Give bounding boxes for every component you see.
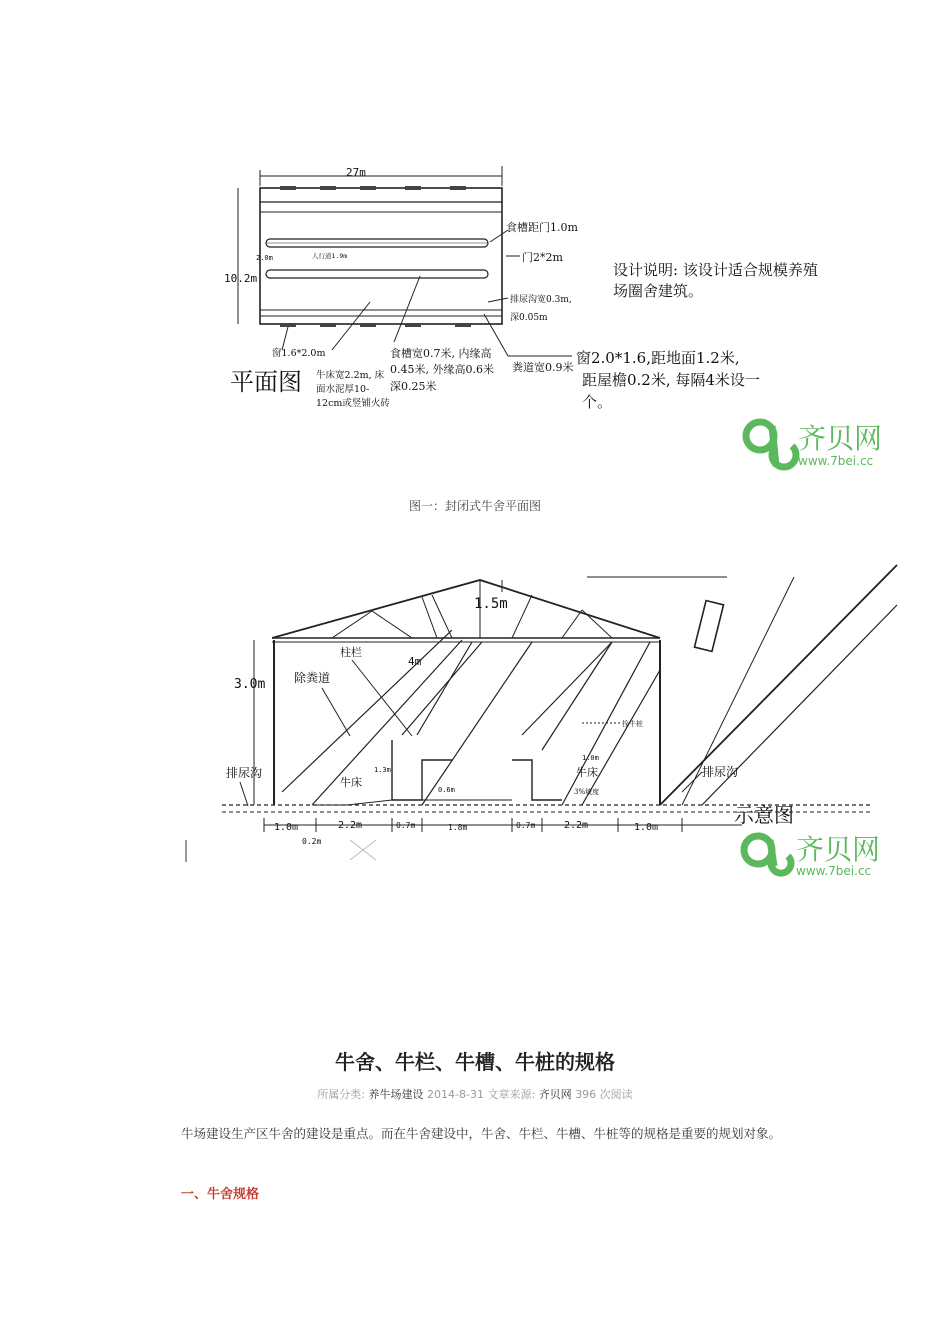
watermark-logo-icon <box>746 422 796 467</box>
label-tie-post: 拴牛桩 <box>622 720 643 728</box>
label-trough-line-2: 0.45米, 外缘高0.6米 <box>390 363 494 376</box>
label-bed-line-3: 12cm或竖铺火砖 <box>316 398 390 409</box>
dim-bottom-5: 0.7m <box>516 821 536 830</box>
label-roof-height: 1.5m <box>474 596 508 612</box>
label-trough-line-1: 食槽宽0.7米, 内缘高 <box>390 347 492 360</box>
label-wall-height: 3.0m <box>234 677 266 692</box>
label-drain-right: 排尿沟 <box>702 765 739 779</box>
label-window: 窗1.6*2.0m <box>272 348 326 359</box>
watermark-logo-icon <box>744 836 791 873</box>
label-drain: 排尿沟宽0.3m, <box>510 295 572 305</box>
window-note-line-1: 窗2.0*1.6,距地面1.2米, <box>576 349 740 367</box>
label-13m: 1.3m <box>374 766 391 774</box>
label-10m-small: 1.0m <box>582 754 599 762</box>
label-drain-depth: 深0.05m <box>510 313 548 323</box>
window-note-line-2: 距屋檐0.2米, 每隔4米设一 <box>582 371 760 389</box>
label-trough-line-3: 深0.25米 <box>390 380 437 393</box>
label-column: 柱栏 <box>340 646 362 659</box>
diagram-label: 示意图 <box>734 803 794 827</box>
label-door: 门2*2m <box>522 251 563 264</box>
floor-plan-figure <box>220 130 910 480</box>
label-bed-line-2: 面水泥厚10- <box>316 384 370 395</box>
dim-bottom-7: 1.0m <box>634 822 659 833</box>
article-meta <box>0 1086 950 1102</box>
window-note-line-3: 个。 <box>582 393 613 411</box>
watermark-text: 齐贝网 <box>796 833 881 866</box>
dim-total-length: 27m <box>346 166 366 179</box>
dim-bottom-6: 2.2m <box>564 820 589 831</box>
meta-reads: 396 次阅读 <box>575 1088 633 1101</box>
dim-bottom-1: 1.0m <box>274 822 299 833</box>
dim-width: 10.2m <box>224 272 258 285</box>
meta-source-label: 文章来源: <box>487 1088 536 1101</box>
label-bed-left: 牛床 <box>340 776 362 789</box>
watermark-text: 齐贝网 <box>798 422 883 455</box>
figure-caption: 图一：封闭式牛舍平面图 <box>408 499 541 513</box>
watermark-url: www.7bei.cc <box>796 864 872 878</box>
label-06m: 0.6m <box>438 786 455 794</box>
meta-source-link[interactable]: 齐贝网 <box>538 1088 572 1101</box>
article-title: 牛舍、牛栏、牛槽、牛桩的规格 <box>335 1050 615 1074</box>
design-note-line-1: 设计说明: 该设计适合规模养殖 <box>613 261 818 279</box>
dim-02m: 0.2m <box>302 837 322 846</box>
label-manure-lane: 除粪道 <box>294 671 331 685</box>
meta-category-link[interactable]: 养牛场建设 <box>368 1088 424 1101</box>
meta-date: 2014-8-31 <box>427 1088 484 1101</box>
article-paragraph: 牛场建设生产区牛舍的建设是重点。而在牛舍建设中，牛舍、牛栏、牛槽、牛桩等的规格是重要的规划对象。 <box>181 1126 782 1141</box>
section-heading: 一、牛舍规格 <box>181 1187 260 1202</box>
plan-label: 平面图 <box>230 368 302 396</box>
label-bed-line-1: 牛床宽2.2m, 床 <box>316 370 385 381</box>
watermark-url: www.7bei.cc <box>798 454 874 468</box>
dim-bottom-4: 1.8m <box>448 823 468 832</box>
dim-bottom-2: 2.2m <box>338 820 363 831</box>
cross-section-figure <box>182 560 902 878</box>
label-4m: 4m <box>408 655 422 668</box>
meta-category-label: 所属分类: <box>317 1088 366 1101</box>
label-slope: 3%坡度 <box>574 788 600 796</box>
label-trough-door: 食槽距门1.0m <box>506 221 578 234</box>
design-note-line-2: 场圈舍建筑。 <box>613 282 704 300</box>
dim-walkway: 人行道1.9m <box>312 252 348 260</box>
dim-small: 2.0m <box>256 254 273 262</box>
label-manure: 粪道宽0.9米 <box>512 361 574 374</box>
dim-bottom-3: 0.7m <box>396 821 416 830</box>
label-drain-left: 排尿沟 <box>226 766 263 780</box>
label-bed-right: 牛床 <box>576 766 598 779</box>
